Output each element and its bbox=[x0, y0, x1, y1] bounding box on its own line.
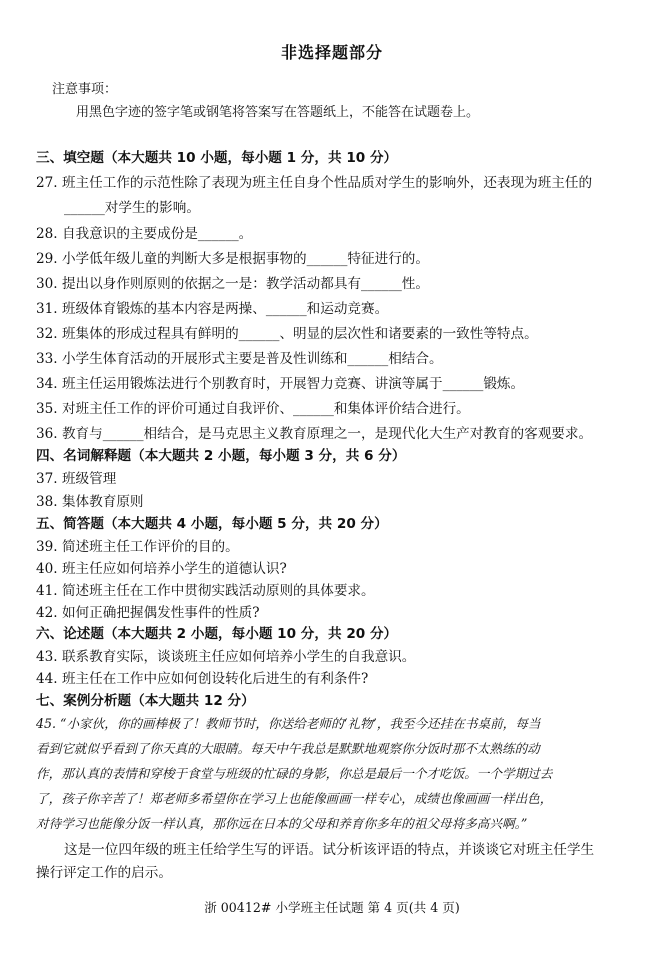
section-title-terms: 四、名词解释题（本大题共 2 小题，每小题 3 分，共 6 分） bbox=[36, 448, 406, 464]
question-36: 36. 教育与______相结合，是马克思主义教育原理之一，是现代化大生产对教育的客观要求。 bbox=[36, 426, 593, 442]
question-45-prompt-line1: 这是一位四年级的班主任给学生写的评语。试分析该评语的特点，并谈谈它对班主任学生 bbox=[64, 842, 595, 858]
question-43: 43. 联系教育实际，谈谈班主任应如何培养小学生的自我意识。 bbox=[36, 649, 416, 665]
question-31: 31. 班级体育锻炼的基本内容是两操、______和运动竞赛。 bbox=[36, 301, 389, 317]
question-28: 28. 自我意识的主要成份是______。 bbox=[36, 226, 253, 242]
case-text-line: 作，那认真的表情和穿梭于食堂与班级的忙碌的身影，你总是最后一个才吃饭。一个学期过去 bbox=[36, 766, 553, 781]
question-27-line2: ______对学生的影响。 bbox=[64, 200, 200, 216]
question-44: 44. 班主任在工作中应如何创设转化后进生的有利条件? bbox=[36, 671, 369, 687]
page-footer: 浙 00412# 小学班主任试题 第 4 页(共 4 页) bbox=[204, 900, 460, 915]
question-40: 40. 班主任应如何培养小学生的道德认识? bbox=[36, 561, 287, 577]
question-27-line1: 27. 班主任工作的示范性除了表现为班主任自身个性品质对学生的影响外，还表现为班主任的 bbox=[36, 175, 593, 191]
page-title: 非选择题部分 bbox=[280, 43, 383, 62]
question-41: 41. 简述班主任在工作中贯彻实践活动原则的具体要求。 bbox=[36, 583, 375, 599]
question-39: 39. 简述班主任工作评价的目的。 bbox=[36, 539, 239, 555]
case-text-line: 看到它就似乎看到了你天真的大眼睛。每天中午我总是默默地观察你分饭时那不太熟练的动 bbox=[36, 741, 540, 756]
case-text-line: 45. “小家伙，你的画棒极了！教师节时，你送给老师的‘礼物’，我至今还挂在书桌前，每当 bbox=[36, 716, 541, 731]
question-38: 38. 集体教育原则 bbox=[36, 494, 144, 510]
question-29: 29. 小学低年级儿童的判断大多是根据事物的______特征进行的。 bbox=[36, 251, 429, 267]
section-title-case-analysis: 七、案例分析题（本大题共 12 分） bbox=[36, 693, 255, 709]
notice-heading: 注意事项： bbox=[52, 82, 118, 97]
case-text-line: 了，孩子你辛苦了！郑老师多希望你在学习上也能像画画一样专心，成绩也像画画一样出色， bbox=[36, 791, 553, 806]
question-32: 32. 班集体的形成过程具有鲜明的______、明显的层次性和诸要素的一致性等特点。 bbox=[36, 326, 538, 342]
question-37: 37. 班级管理 bbox=[36, 471, 117, 487]
question-34: 34. 班主任运用锻炼法进行个别教育时，开展智力竞赛、讲演等属于______锻炼。 bbox=[36, 376, 525, 392]
question-30: 30. 提出以身作则原则的依据之一是：教学活动都具有______性。 bbox=[36, 276, 429, 292]
question-33: 33. 小学生体育活动的开展形式主要是普及性训练和______相结合。 bbox=[36, 351, 443, 367]
question-45-prompt-line2: 操行评定工作的启示。 bbox=[36, 865, 172, 881]
section-title-short-answer: 五、简答题（本大题共 4 小题，每小题 5 分，共 20 分） bbox=[36, 516, 388, 532]
question-35: 35. 对班主任工作的评价可通过自我评价、______和集体评价结合进行。 bbox=[36, 401, 470, 417]
question-42: 42. 如何正确把握偶发性事件的性质? bbox=[36, 605, 260, 621]
case-text-line: 对待学习也能像分饭一样认真，那你远在日本的父母和养育你多年的祖父母将多高兴啊。” bbox=[36, 816, 528, 831]
notice-text: 用黑色字迹的签字笔或钢笔将答案写在答题纸上，不能答在试题卷上。 bbox=[76, 105, 480, 120]
section-title-fill-in: 三、填空题（本大题共 10 小题，每小题 1 分，共 10 分） bbox=[36, 150, 398, 166]
section-title-essay: 六、论述题（本大题共 2 小题，每小题 10 分，共 20 分） bbox=[36, 626, 398, 642]
